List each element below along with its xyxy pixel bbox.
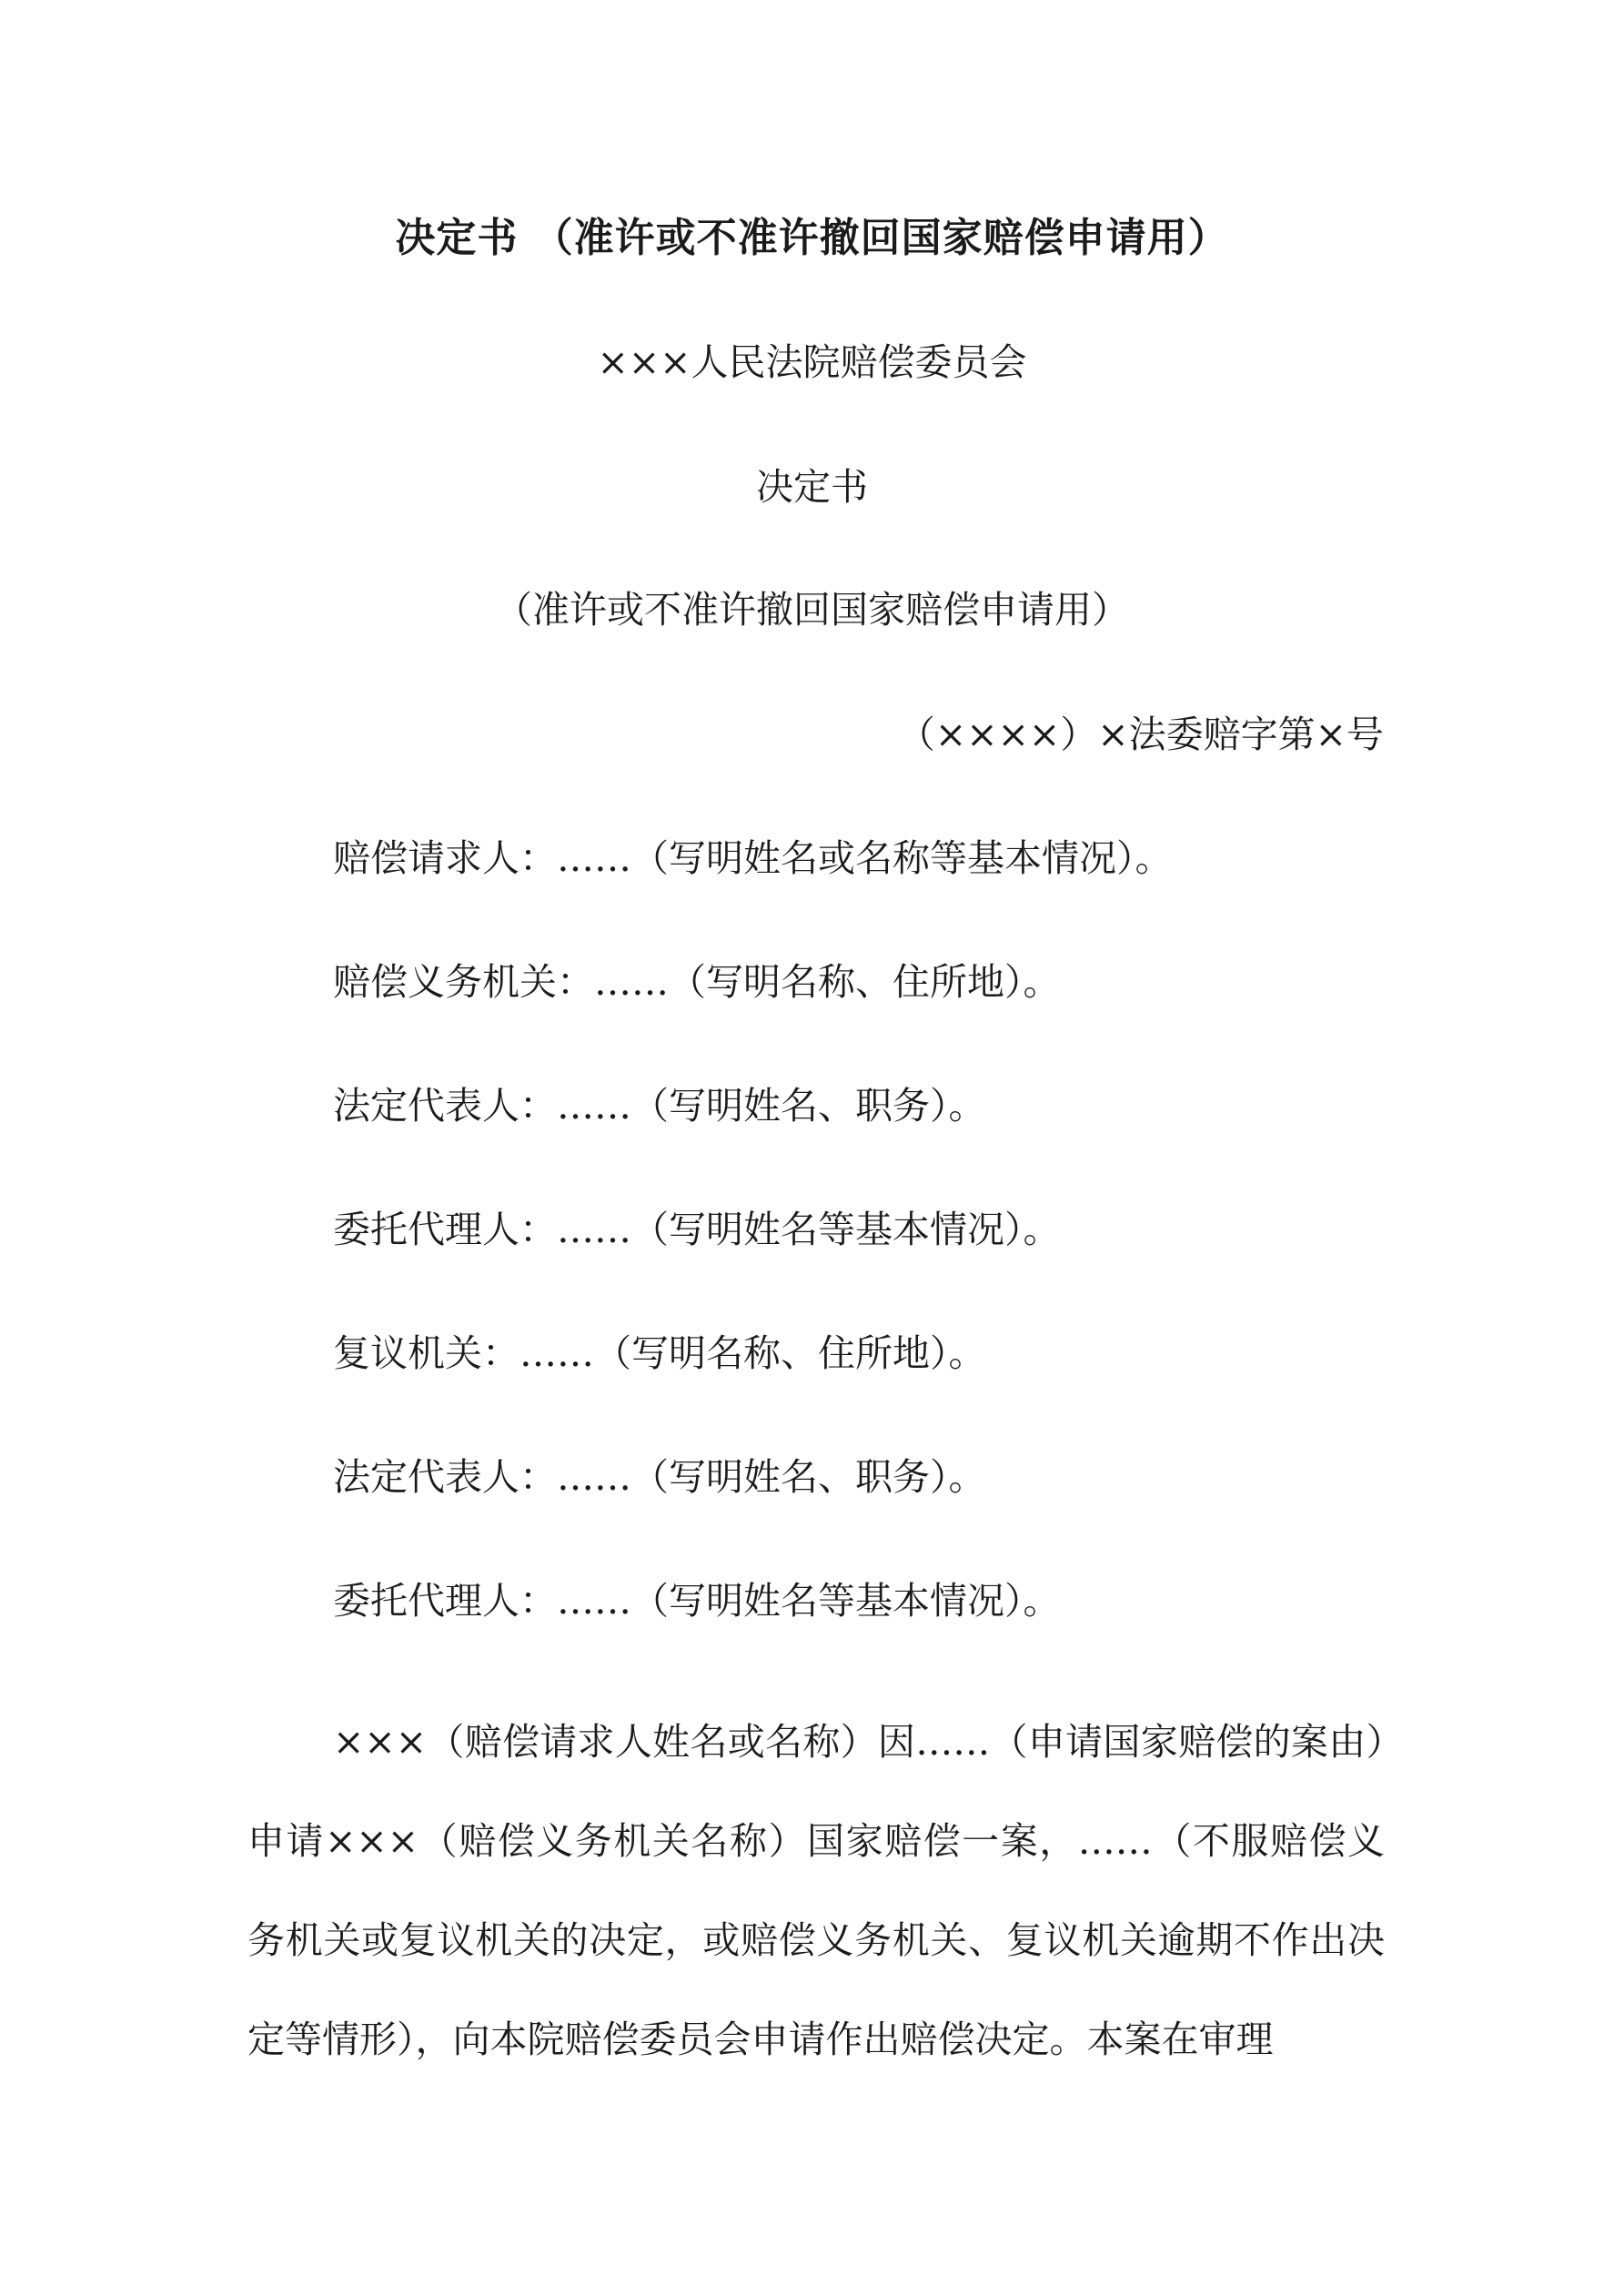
usage-note: （准许或不准许撤回国家赔偿申请用） bbox=[495, 588, 1129, 632]
party-entrusted-agent: 委托代理人：……（写明姓名等基本情况）。 bbox=[333, 1208, 1061, 1251]
party-review-legal-representative: 法定代表人：……（写明姓名、职务）。 bbox=[333, 1455, 986, 1499]
document-type: 决定书 bbox=[756, 465, 868, 509]
party-review-entrusted-agent: 委托代理人：……（写明姓名等基本情况）。 bbox=[333, 1579, 1061, 1623]
party-obligor-agency: 赔偿义务机关：……（写明名称、住所地）。 bbox=[333, 960, 1061, 1004]
party-legal-representative: 法定代表人：……（写明姓名、职务）。 bbox=[333, 1084, 986, 1128]
party-claimant: 赔偿请求人：……（写明姓名或名称等基本情况）。 bbox=[333, 836, 1173, 880]
body-paragraph: ×××（赔偿请求人姓名或名称）因……（申请国家赔偿的案由）申请×××（赔偿义务机关名称）国家赔偿一案，……（不服赔偿义务机关或复议机关的决定，或赔偿义务机关、复议机关逾期不作出决定等情形），向本院赔偿委员会申请作出赔偿决定。本案在审理 bbox=[247, 1720, 1385, 2061]
case-number: （××××）×法委赔字第×号 bbox=[897, 713, 1384, 756]
document-title: 决定书 （准许或不准许撤回国家赔偿申请用） bbox=[395, 215, 1229, 261]
party-review-agency: 复议机关：……（写明名称、住所地）。 bbox=[333, 1331, 986, 1375]
court-name: ×××人民法院赔偿委员会 bbox=[597, 340, 1027, 384]
